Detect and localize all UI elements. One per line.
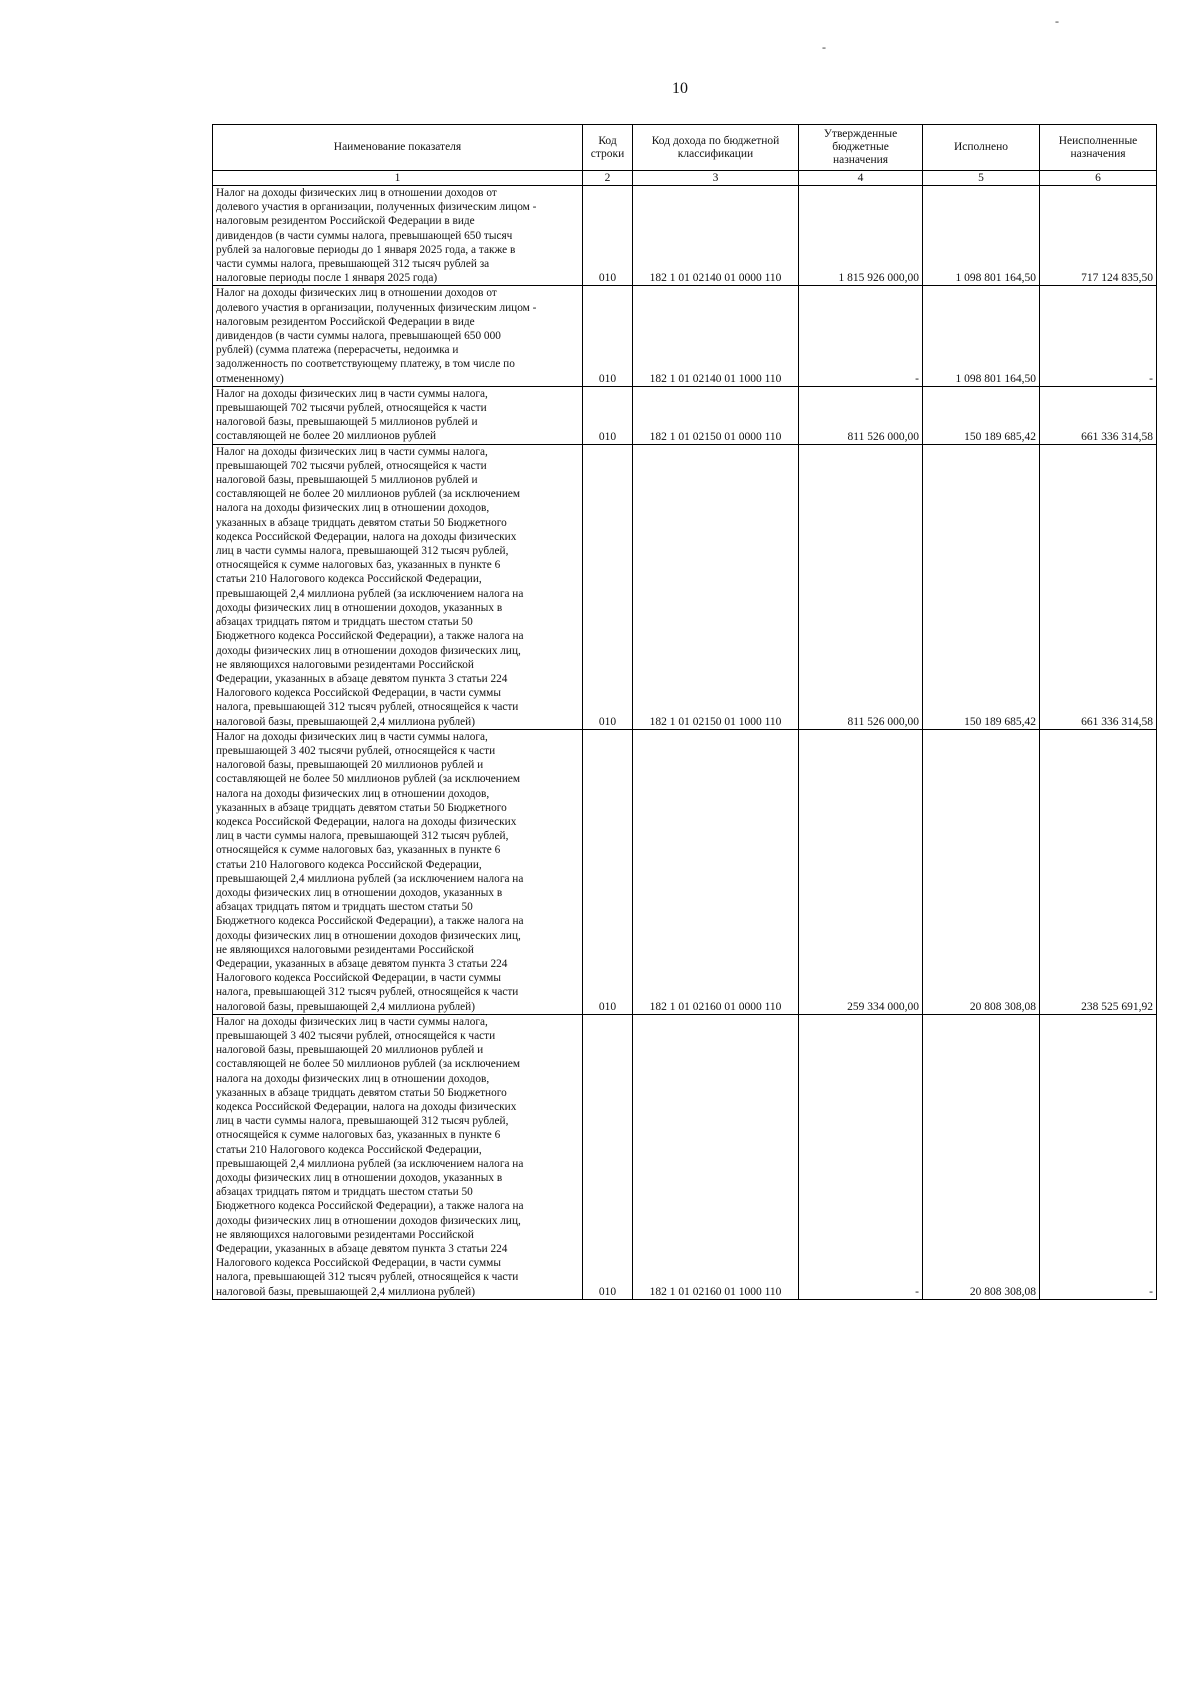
table-row xyxy=(213,286,1157,386)
approved-amount: - xyxy=(799,286,923,386)
column-number: 3 xyxy=(633,171,799,186)
executed-amount: 20 808 308,08 xyxy=(923,729,1040,1014)
approved-amount: 811 526 000,00 xyxy=(799,444,923,729)
header-executed: Исполнено xyxy=(923,125,1040,171)
executed-amount: 1 098 801 164,50 xyxy=(923,186,1040,286)
column-number: 6 xyxy=(1040,171,1157,186)
budget-code: 182 1 01 02150 01 1000 110 xyxy=(633,444,799,729)
indicator-name: Налог на доходы физических лиц в части суммы налога, превышающей 3 402 тысячи рублей, относящейся к части налоговой базы, превышающей 20 миллионов рублей и составляющей не более 50 миллионов рублей (за исключением налога на доходы физических лиц в отношении доходов, указанных в абзаце тридцать девятом статьи 50 Бюджетного кодекса Российской Федерации, налога на доходы физических лиц в части суммы налога, превышающей 312 тысяч рублей, относящейся к сумме налоговых баз, указанных в пункте 6 статьи 210 Налогового кодекса Российской Федерации, превышающей 2,4 миллиона рублей (за исключением налога на доходы физических лиц в отношении доходов, указанных в абзацах тридцать пятом и тридцать шестом статьи 50 Бюджетного кодекса Российской Федерации), а также налога на доходы физических лиц в отношении доходов физических лиц, не являющихся налоговыми резидентами Российской Федерации, указанных в абзаце девятом пункта 3 статьи 224 Налогового кодекса Российской Федерации, в части суммы налога, превышающей 312 тысяч рублей, относящейся к части налоговой базы, превышающей 2,4 миллиона рублей) xyxy=(213,1014,583,1299)
budget-code: 182 1 01 02140 01 1000 110 xyxy=(633,286,799,386)
budget-code: 182 1 01 02140 01 0000 110 xyxy=(633,186,799,286)
line-code: 010 xyxy=(583,386,633,444)
table-row xyxy=(213,729,1157,1014)
line-code: 010 xyxy=(583,186,633,286)
line-code: 010 xyxy=(583,729,633,1014)
indicator-name: Налог на доходы физических лиц в части суммы налога, превышающей 3 402 тысячи рублей, относящейся к части налоговой базы, превышающей 20 миллионов рублей и составляющей не более 50 миллионов рублей (за исключением налога на доходы физических лиц в отношении доходов, указанных в абзаце тридцать девятом статьи 50 Бюджетного кодекса Российской Федерации, налога на доходы физических лиц в части суммы налога, превышающей 312 тысяч рублей, относящейся к сумме налоговых баз, указанных в пункте 6 статьи 210 Налогового кодекса Российской Федерации, превышающей 2,4 миллиона рублей (за исключением налога на доходы физических лиц в отношении доходов, указанных в абзацах тридцать пятом и тридцать шестом статьи 50 Бюджетного кодекса Российской Федерации), а также налога на доходы физических лиц в отношении доходов физических лиц, не являющихся налоговыми резидентами Российской Федерации, указанных в абзаце девятом пункта 3 статьи 224 Налогового кодекса Российской Федерации, в части суммы налога, превышающей 312 тысяч рублей, относящейся к части налоговой базы, превышающей 2,4 миллиона рублей) xyxy=(213,729,583,1014)
line-code: 010 xyxy=(583,286,633,386)
unexecuted-amount: 238 525 691,92 xyxy=(1040,729,1157,1014)
line-code: 010 xyxy=(583,1014,633,1299)
budget-execution-table xyxy=(212,124,1157,1300)
table-row xyxy=(213,444,1157,729)
approved-amount: 259 334 000,00 xyxy=(799,729,923,1014)
table-row xyxy=(213,386,1157,444)
header-line-code: Код строки xyxy=(583,125,633,171)
column-number: 5 xyxy=(923,171,1040,186)
indicator-name: Налог на доходы физических лиц в отношении доходов от долевого участия в организации, полученных физическим лицом - налоговым резидентом Российской Федерации в виде дивидендов (в части суммы налога, превышающей 650 000 рублей) (сумма платежа (перерасчеты, недоимка и задолженность по соответствующему платежу, в том числе по отмененному) xyxy=(213,286,583,386)
unexecuted-amount: 661 336 314,58 xyxy=(1040,444,1157,729)
column-number: 2 xyxy=(583,171,633,186)
table-row xyxy=(213,1014,1157,1299)
approved-amount: 1 815 926 000,00 xyxy=(799,186,923,286)
page-number: 10 xyxy=(672,80,688,97)
executed-amount: 1 098 801 164,50 xyxy=(923,286,1040,386)
header-row xyxy=(213,125,1157,171)
unexecuted-amount: - xyxy=(1040,1014,1157,1299)
budget-code: 182 1 01 02150 01 0000 110 xyxy=(633,386,799,444)
header-unexecuted: Неисполненные назначения xyxy=(1040,125,1157,171)
line-code: 010 xyxy=(583,444,633,729)
budget-code: 182 1 01 02160 01 0000 110 xyxy=(633,729,799,1014)
unexecuted-amount: 717 124 835,50 xyxy=(1040,186,1157,286)
column-number-row xyxy=(213,171,1157,186)
budget-code: 182 1 01 02160 01 1000 110 xyxy=(633,1014,799,1299)
executed-amount: 150 189 685,42 xyxy=(923,386,1040,444)
scan-mark: - xyxy=(822,40,826,54)
table-row xyxy=(213,186,1157,286)
header-name: Наименование показателя xyxy=(213,125,583,171)
column-number: 4 xyxy=(799,171,923,186)
approved-amount: - xyxy=(799,1014,923,1299)
indicator-name: Налог на доходы физических лиц в отношении доходов от долевого участия в организации, полученных физическим лицом - налоговым резидентом Российской Федерации в виде дивидендов (в части суммы налога, превышающей 650 тысяч рублей за налоговые периоды до 1 января 2025 года, а также в части суммы налога, превышающей 312 тысяч рублей за налоговые периоды после 1 января 2025 года) xyxy=(213,186,583,286)
header-approved: Утвержденные бюджетные назначения xyxy=(799,125,923,171)
indicator-name: Налог на доходы физических лиц в части суммы налога, превышающей 702 тысячи рублей, относящейся к части налоговой базы, превышающей 5 миллионов рублей и составляющей не более 20 миллионов рублей xyxy=(213,386,583,444)
unexecuted-amount: - xyxy=(1040,286,1157,386)
executed-amount: 20 808 308,08 xyxy=(923,1014,1040,1299)
indicator-name: Налог на доходы физических лиц в части суммы налога, превышающей 702 тысячи рублей, относящейся к части налоговой базы, превышающей 5 миллионов рублей и составляющей не более 20 миллионов рублей (за исключением налога на доходы физических лиц в отношении доходов, указанных в абзаце тридцать девятом статьи 50 Бюджетного кодекса Российской Федерации, налога на доходы физических лиц в части суммы налога, превышающей 312 тысяч рублей, относящейся к сумме налоговых баз, указанных в пункте 6 статьи 210 Налогового кодекса Российской Федерации, превышающей 2,4 миллиона рублей (за исключением налога на доходы физических лиц в отношении доходов, указанных в абзацах тридцать пятом и тридцать шестом статьи 50 Бюджетного кодекса Российской Федерации), а также налога на доходы физических лиц в отношении доходов физических лиц, не являющихся налоговыми резидентами Российской Федерации, указанных в абзаце девятом пункта 3 статьи 224 Налогового кодекса Российской Федерации, в части суммы налога, превышающей 312 тысяч рублей, относящейся к части налоговой базы, превышающей 2,4 миллиона рублей) xyxy=(213,444,583,729)
unexecuted-amount: 661 336 314,58 xyxy=(1040,386,1157,444)
scan-mark: - xyxy=(1055,14,1059,28)
header-budget-code: Код дохода по бюджетной классификации xyxy=(633,125,799,171)
column-number: 1 xyxy=(213,171,583,186)
approved-amount: 811 526 000,00 xyxy=(799,386,923,444)
executed-amount: 150 189 685,42 xyxy=(923,444,1040,729)
